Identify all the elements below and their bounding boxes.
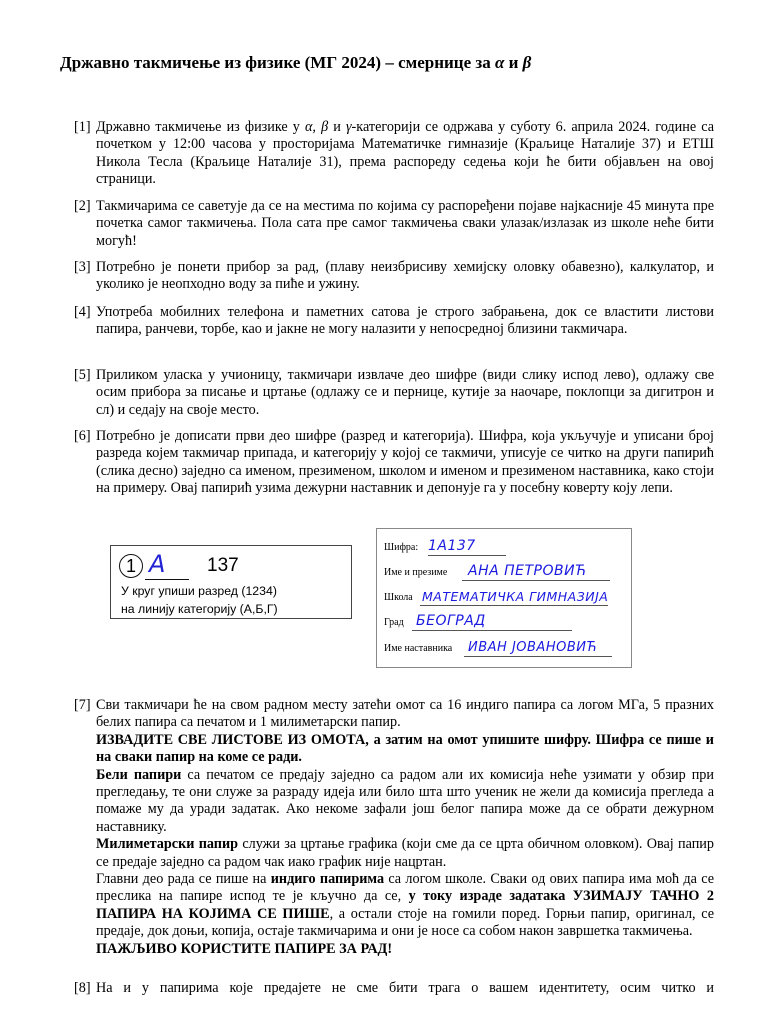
- list-item-5: [74, 367, 714, 419]
- item-number: [2]: [74, 198, 91, 214]
- item-number: [7]: [74, 697, 91, 713]
- list-item-2: [74, 198, 714, 250]
- code-example-figure: [110, 545, 352, 619]
- slip-row-teacher: [384, 642, 632, 654]
- item-bold-term: у току израде задатака УЗИМАЈУ ТАЧНО 2 ПАПИРА НА КОЈИМА СЕ ПИШЕ: [96, 888, 714, 922]
- slip-row-city: [384, 613, 624, 629]
- slip-value: БЕОГРАД: [416, 613, 486, 629]
- item-text: Државно такмичење из физике у: [96, 119, 305, 135]
- slip-label: Име наставника: [384, 643, 453, 654]
- item-text: са логом школе. Сваки од ових папира има моћ да се преслика на папире испод те је кључно да се,: [96, 871, 714, 905]
- slip-underline: [464, 656, 612, 657]
- item-text: са печатом се предају заједно са радом али их комисија неће узимати у обзир при прегледању, те они служе за разраду идеја или било шта што ученик не жели да комисија прегледа а помаже му да уради задатак. Ако некоме зафали још белог папира може да се обрати дежурном наставнику.: [96, 766, 714, 835]
- item-greek: γ: [345, 119, 352, 135]
- slip-value: 1А137: [428, 538, 476, 554]
- slip-underline: [420, 605, 608, 606]
- item-text: , а остали стоје на гомили поред. Горњи папир, оригинал, се предаје, док доњи, копија, остаје такмичарима и они је носе са собом након завршетка такмичења.: [96, 905, 715, 940]
- item-number: [5]: [74, 367, 91, 383]
- item-text: -категорији се одржава у суботу 6. априла 2024. године са почетком у 12:00 часова у просторијама Математичке гимназије (Краљице Наталије 37) и ЕТШ Никола Тесла (Краљице Наталије 31), према распореду седења који ће бити објављен на овој страници.: [96, 119, 715, 188]
- title-beta: β: [522, 53, 532, 72]
- item-bold-term: Милиметарски папир: [96, 836, 239, 853]
- item-number: [4]: [74, 304, 91, 320]
- item-paragraph: Сви такмичари ће на свом радном месту затећи омот са 16 индиго папира са логом МГа, 5 празних белих папира са печатом и 1 милиметарски папир.: [96, 697, 714, 731]
- code-number: 137: [207, 555, 239, 576]
- code-example-row: [119, 552, 339, 582]
- item-text: Употреба мобилних телефона и паметних сатова је строго забрањена, док се властити листови папира, ранчеви, торбе, као и јакне не могу налазити у непосредној близини такмичара.: [96, 304, 714, 338]
- list-item-4: [74, 304, 714, 339]
- slip-underline: [462, 580, 610, 581]
- item-bold-term: Бели папири: [96, 766, 182, 783]
- item-text: На и у папирима које предајете не сме бити трага о вашем идентитету, осим читко и: [96, 980, 714, 996]
- list-item-6: [74, 428, 714, 498]
- category-letter: А: [149, 550, 166, 578]
- item-text: и: [328, 119, 346, 135]
- item-text: Потребно је понети прибор за рад, (плаву неизбрисиву хемијску оловку обавезно), калкулатор, и уколико је неопходно воду за пиће и ужину.: [96, 259, 714, 293]
- list-item-1: [74, 119, 714, 189]
- grade-circle: 1: [119, 554, 143, 578]
- title-alpha: α: [494, 53, 505, 72]
- slip-value: ИВАН ЈОВАНОВИЋ: [468, 640, 598, 655]
- item-text: Приликом уласка у учионицу, такмичари извлаче део шифре (види слику испод лево), одлажу све осим прибора за писање и цртање (одлажу се и пернице, кутије за наочаре, поклопци за дигитрон и сл) и седају на своје место.: [96, 367, 714, 418]
- slip-label: Школа: [384, 592, 413, 603]
- item-bold-term: индиго папирима: [270, 871, 385, 888]
- title-and: и: [504, 53, 523, 72]
- item-number: [1]: [74, 119, 91, 135]
- slip-value: МАТЕМАТИЧКА ГИМНАЗИЈА: [422, 589, 609, 604]
- title-text: Државно такмичење из физике (МГ 2024) – смернице за: [60, 53, 495, 72]
- slip-underline: [428, 555, 506, 556]
- slip-underline: [412, 630, 572, 631]
- slip-row-school: [384, 591, 624, 603]
- item-paragraph-bold: ИЗВАДИТЕ СВЕ ЛИСТОВЕ ИЗ ОМОТА, а затим на омот упишите шифру. Шифра се пише и на сваки папир на коме се ради.: [96, 731, 714, 766]
- slip-row-code: [384, 538, 624, 554]
- category-line: [145, 579, 189, 580]
- item-text: служи за цртање графика (који сме да се црта обичном оловком). Овај папир се предаје заједно са радом чак иако график није нацртан.: [96, 836, 714, 870]
- item-greek: α, β: [304, 119, 329, 135]
- slip-label: Име и презиме: [384, 567, 448, 578]
- item-text: Главни део рада се пише на: [96, 871, 271, 888]
- item-number: [3]: [74, 259, 91, 275]
- instruction-line-1: У круг упиши разред (1234): [121, 584, 277, 598]
- item-number: [6]: [74, 428, 91, 444]
- item-text: Потребно је дописати први део шифре (разред и категорија). Шифра, која укључује и уписани број разреда којем такмичар припада, и категорију у којој се такмичи, уписује се читко на други папирић (слика десно) заједно са именом, презименом, школом и именом и презименом наставника, како стоји на примеру. Овај папирић узима дежурни наставник и депонује га у посебну коверту коју лепи.: [96, 428, 714, 497]
- page-title: [60, 53, 740, 73]
- slip-row-name: [384, 563, 624, 579]
- item-text: Такмичарима се саветује да се на местима по којима су распоређени појаве најкасније 45 минута пре почетка самог такмичења. Пола сата пре самог такмичења сваки улазак/излазак из школе неће бити могућ!: [96, 198, 714, 249]
- list-item-8: [74, 980, 714, 997]
- item-number: [8]: [74, 980, 91, 996]
- slip-value: АНА ПЕТРОВИЋ: [468, 563, 587, 579]
- list-item-3: [74, 259, 714, 294]
- filled-slip-figure: [376, 528, 632, 668]
- slip-label: Шифра:: [384, 542, 419, 553]
- slip-label: Град: [384, 617, 404, 628]
- list-item-7: [74, 697, 714, 958]
- item-paragraph-bold: ПАЖЉИВО КОРИСТИТЕ ПАПИРЕ ЗА РАД!: [96, 940, 393, 957]
- instruction-line-2: на линију категорију (А,Б,Г): [121, 602, 278, 616]
